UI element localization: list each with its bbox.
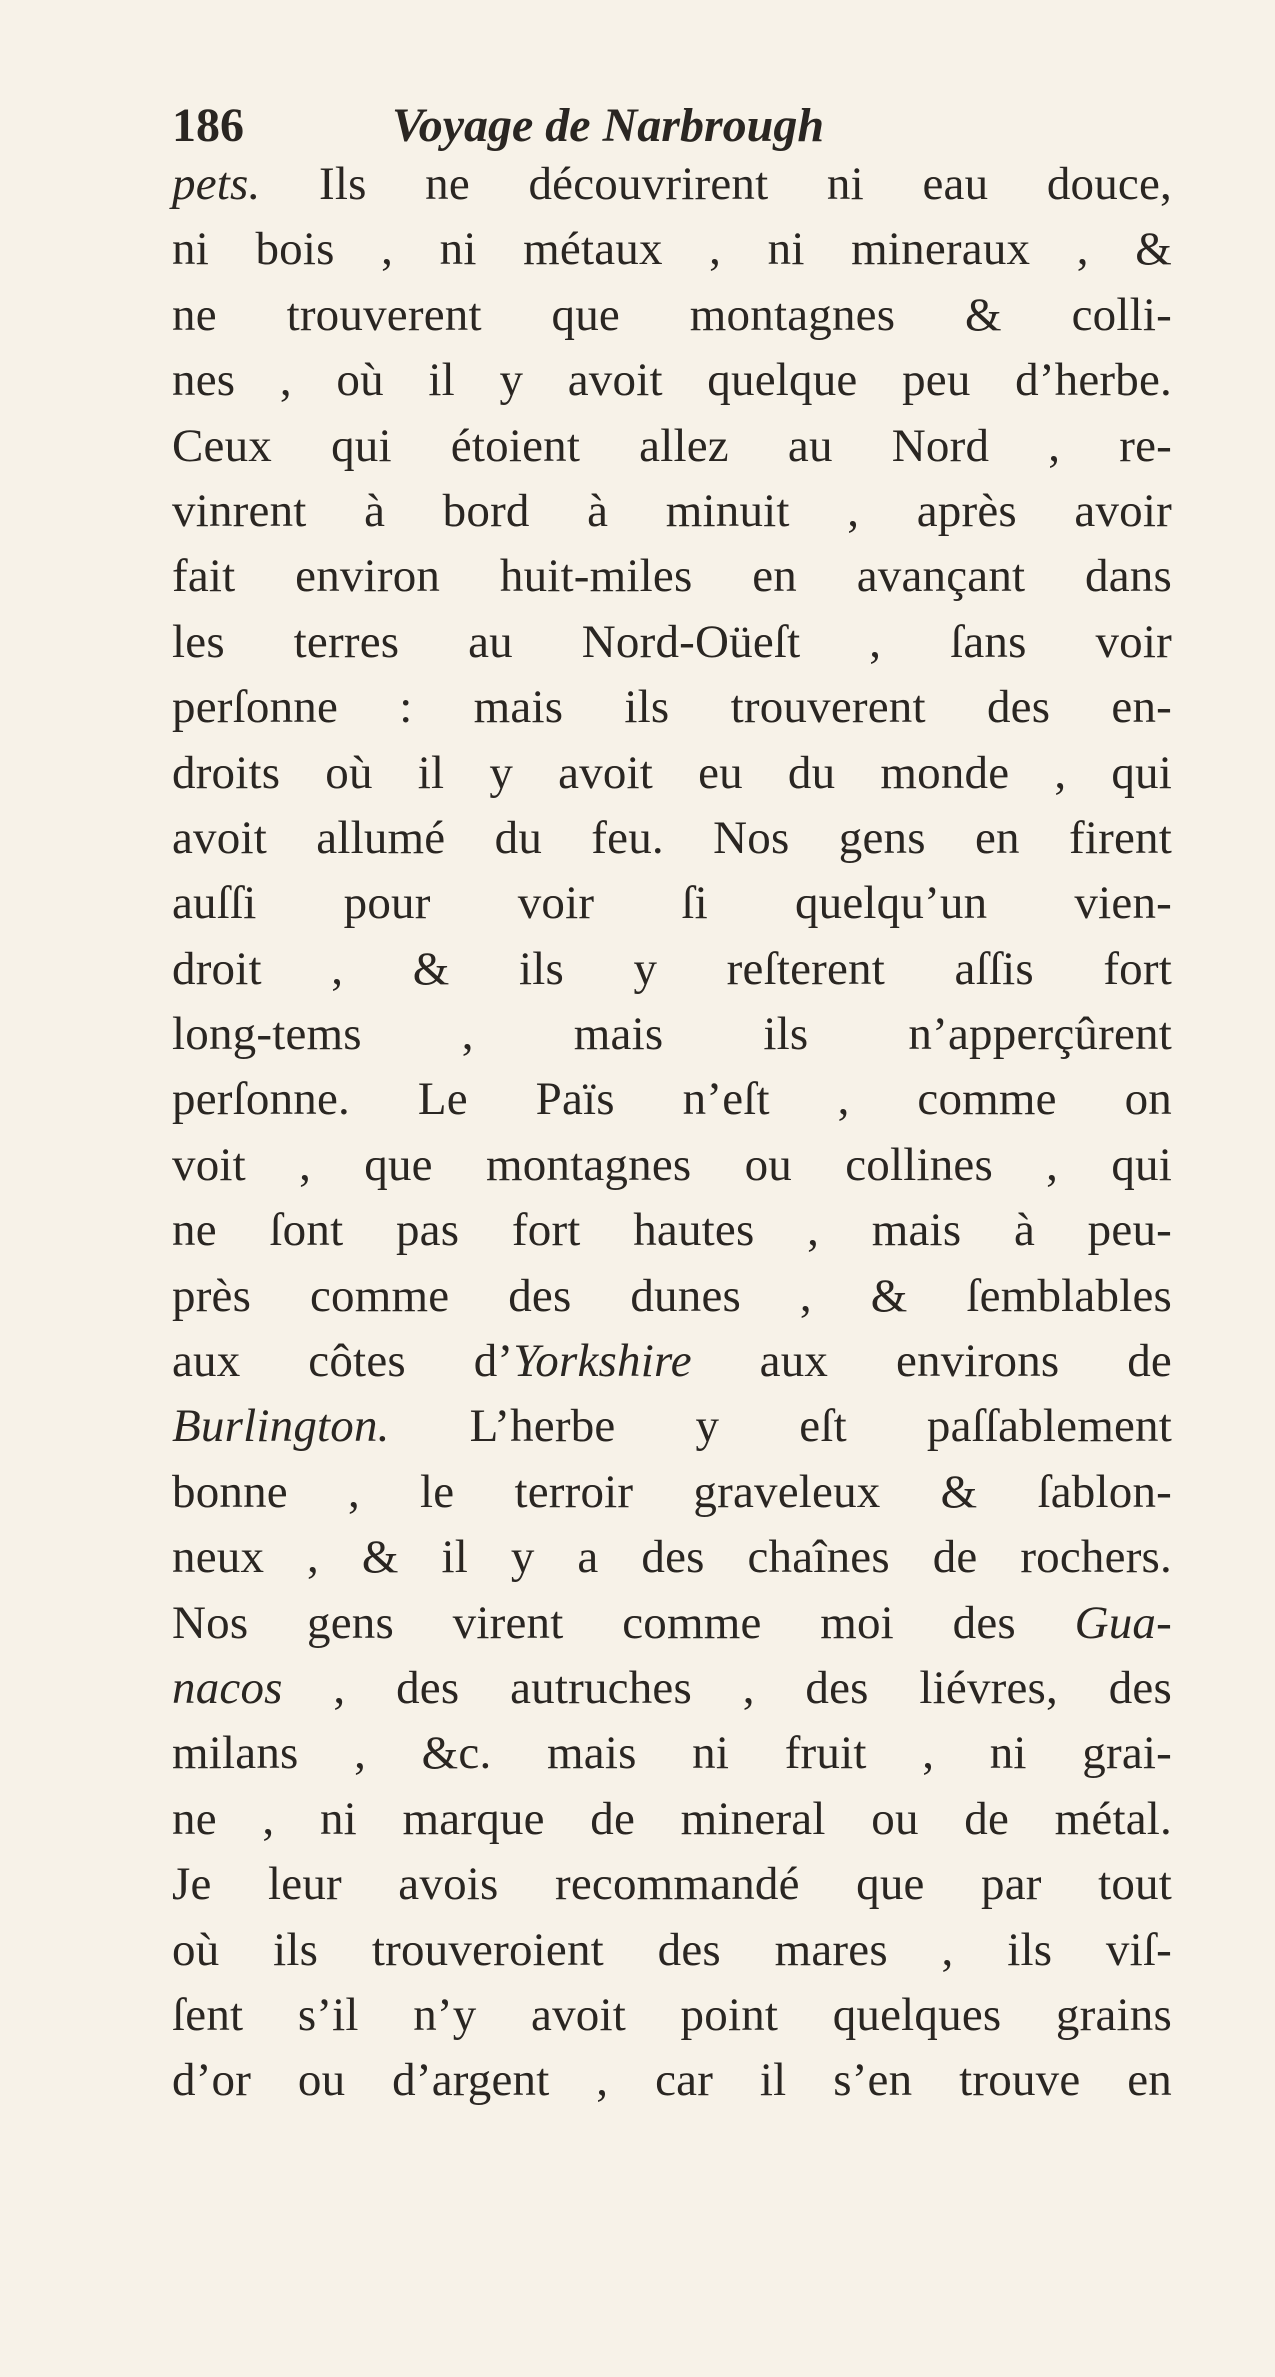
text-segment: milans , &c. mais ni fruit , ni grai- bbox=[172, 1727, 1172, 1780]
text-line bbox=[172, 1852, 1172, 1917]
text-segment: avoit allumé du feu. Nos gens en firent bbox=[172, 811, 1172, 864]
text-segment: nes , où il y avoit quelque peu d’herbe. bbox=[172, 354, 1172, 407]
italic-text: Burlington. bbox=[172, 1400, 390, 1453]
running-head bbox=[172, 96, 1172, 156]
text-segment: ne , ni marque de mineral ou de métal. bbox=[172, 1792, 1172, 1845]
text-line bbox=[172, 871, 1172, 936]
text-segment: auſſi pour voir ſi quelqu’un vien- bbox=[172, 877, 1172, 930]
text-segment: Nos gens virent comme moi des bbox=[172, 1596, 1075, 1649]
text-segment: fait environ huit-miles en avançant dans bbox=[172, 550, 1172, 603]
text-segment: L’herbe y eſt paſſablement bbox=[389, 1400, 1172, 1453]
text-line bbox=[172, 152, 1172, 217]
italic-text: pets. bbox=[172, 158, 261, 210]
text-segment: neux , & il y a des chaînes de rochers. bbox=[172, 1531, 1172, 1584]
text-segment: perſonne. Le Païs n’eſt , comme on bbox=[172, 1073, 1172, 1126]
text-segment: ne trouverent que montagnes & colli- bbox=[172, 288, 1172, 341]
text-line bbox=[172, 1067, 1172, 1132]
text-segment: voit , que montagnes ou collines , qui bbox=[172, 1138, 1172, 1191]
body-text bbox=[172, 152, 1172, 2114]
text-line bbox=[172, 1591, 1172, 1656]
text-line bbox=[172, 1787, 1172, 1852]
italic-text: Gua- bbox=[1074, 1596, 1172, 1649]
text-line bbox=[172, 1002, 1172, 1067]
text-segment: bonne , le terroir graveleux & ſablon- bbox=[172, 1465, 1172, 1518]
running-title: Voyage de Narbrough bbox=[392, 99, 825, 152]
text-line bbox=[172, 479, 1172, 544]
text-segment: droits où il y avoit eu du monde , qui bbox=[172, 746, 1172, 799]
text-segment: les terres au Nord-Oüeſt , ſans voir bbox=[172, 615, 1172, 668]
text-line bbox=[172, 283, 1172, 348]
text-line bbox=[172, 1394, 1172, 1459]
text-segment: Ils ne découvrirent ni eau douce, bbox=[260, 158, 1172, 210]
text-line bbox=[172, 1656, 1172, 1721]
text-line bbox=[172, 1460, 1172, 1525]
text-segment: perſonne : mais ils trouverent des en- bbox=[172, 681, 1172, 734]
text-segment: , des autruches , des liévres, des bbox=[282, 1661, 1172, 1714]
italic-text: Yorkshire bbox=[513, 1335, 692, 1388]
text-segment: ni bois , ni métaux , ni mineraux , & bbox=[172, 223, 1172, 276]
text-segment: où ils trouveroient des mares , ils viſ- bbox=[172, 1923, 1172, 1976]
text-segment: aux environs de bbox=[691, 1335, 1172, 1388]
text-line bbox=[172, 1329, 1172, 1394]
text-segment: aux côtes d’ bbox=[172, 1335, 514, 1388]
text-segment: ne ſont pas fort hautes , mais à peu- bbox=[172, 1204, 1172, 1257]
text-line bbox=[172, 741, 1172, 806]
text-line bbox=[172, 414, 1172, 479]
text-line bbox=[172, 1918, 1172, 1983]
text-segment: près comme des dunes , & ſemblables bbox=[172, 1269, 1172, 1322]
text-line bbox=[172, 675, 1172, 740]
text-line bbox=[172, 544, 1172, 609]
text-segment: long-tems , mais ils n’apperçûrent bbox=[172, 1008, 1172, 1061]
italic-text: nacos bbox=[172, 1661, 283, 1714]
text-segment: ſent s’il n’y avoit point quelques grains bbox=[172, 1988, 1172, 2041]
text-line bbox=[172, 348, 1172, 413]
text-line bbox=[172, 1721, 1172, 1786]
text-line bbox=[172, 1264, 1172, 1329]
text-line bbox=[172, 610, 1172, 675]
text-line bbox=[172, 1525, 1172, 1590]
page-number: 186 bbox=[172, 99, 244, 152]
text-segment: Je leur avois recommandé que par tout bbox=[172, 1858, 1172, 1911]
text-line bbox=[172, 1983, 1172, 2048]
text-line bbox=[172, 2048, 1172, 2113]
text-segment: Ceux qui étoient allez au Nord , re- bbox=[172, 419, 1172, 472]
text-line bbox=[172, 937, 1172, 1002]
text-line bbox=[172, 1198, 1172, 1263]
text-line bbox=[172, 217, 1172, 282]
text-line bbox=[172, 806, 1172, 871]
text-segment: vinrent à bord à minuit , après avoir bbox=[172, 484, 1172, 537]
text-line bbox=[172, 1133, 1172, 1198]
text-segment: d’or ou d’argent , car il s’en trouve en bbox=[172, 2054, 1172, 2107]
text-segment: droit , & ils y reſterent aſſis fort bbox=[172, 942, 1172, 995]
